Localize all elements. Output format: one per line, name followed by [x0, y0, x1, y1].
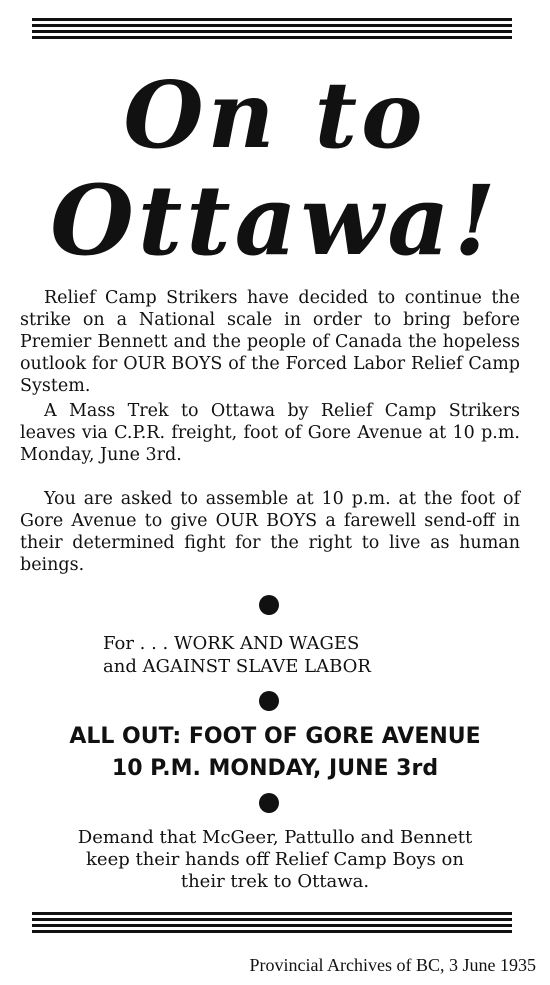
slogan-block	[0, 632, 550, 678]
rule-line	[32, 912, 512, 915]
paragraph-text: You are asked to assemble at 10 p.m. at the foot of Gore Avenue to give OUR BOYS a farewell send-off in their determined fight for the right to live as human beings.	[20, 489, 520, 575]
rule-line	[32, 918, 512, 921]
rule-line	[32, 924, 512, 927]
rule-line	[32, 24, 512, 27]
rule-line	[32, 30, 512, 33]
demand-line-3: their trek to Ottawa.	[180, 871, 370, 892]
slogan-line-2: and AGAINST SLAVE LABOR	[103, 656, 371, 677]
bullet-dot-icon	[259, 793, 279, 813]
rule-line	[32, 930, 512, 933]
demand-block	[0, 827, 550, 893]
rule-line	[32, 36, 512, 39]
top-rule-lines	[32, 18, 512, 42]
demand-line-2: keep their hands off Relief Camp Boys on	[86, 849, 464, 870]
headline-line-2: Ottawa!	[50, 164, 500, 277]
bottom-rule-lines	[32, 912, 512, 936]
rule-line	[32, 18, 512, 21]
bullet-dot-icon	[259, 595, 279, 615]
demand-line-1: Demand that McGeer, Pattullo and Bennett	[77, 827, 473, 848]
call-to-action-line-1: ALL OUT: FOOT OF GORE AVENUE	[69, 724, 481, 749]
paragraph-text: A Mass Trek to Ottawa by Relief Camp Strikers leaves via C.P.R. freight, foot of Gore Avenue at 10 p.m. Monday, June 3rd.	[20, 401, 520, 465]
call-to-action-line-2: 10 P.M. MONDAY, JUNE 3rd	[111, 756, 439, 781]
paragraph-assemble-request	[20, 488, 520, 576]
archive-credit: Provincial Archives of BC, 3 June 1935	[249, 955, 536, 975]
slogan-line-1: For . . . WORK AND WAGES	[103, 633, 360, 654]
paragraph-strike-announcement	[20, 287, 520, 397]
paragraph-trek-details	[20, 400, 520, 466]
paragraph-text: Relief Camp Strikers have decided to continue the strike on a National scale in order to bring before Premier Bennett and the people of Canada the hopeless outlook for OUR BOYS of the Forced Labor Relief Camp System.	[20, 288, 520, 396]
bullet-dot-icon	[259, 691, 279, 711]
headline-line-1: On to	[123, 61, 427, 169]
